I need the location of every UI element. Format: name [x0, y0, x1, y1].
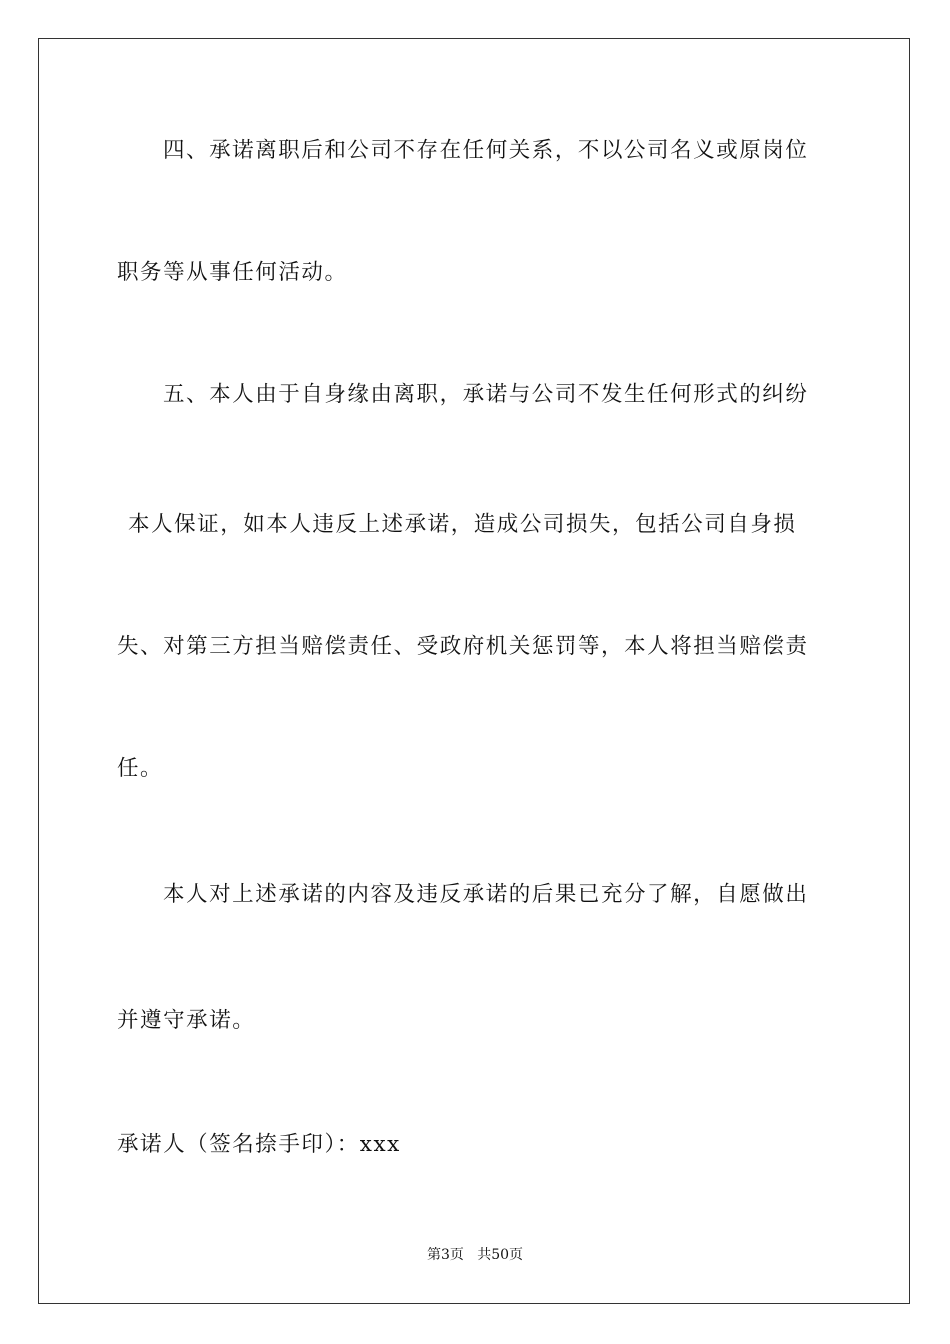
- page-border: [38, 38, 910, 1304]
- paragraph-4-line-2: 职务等从事任何活动。: [117, 260, 348, 285]
- paragraph-5-line-1: 五、本人由于自身缘由离职，承诺与公司不发生任何形式的纠纷: [163, 382, 809, 407]
- paragraph-4-line-1: 四、承诺离职后和公司不存在任何关系，不以公司名义或原岗位: [163, 138, 809, 163]
- acknowledgement-line-1: 本人对上述承诺的内容及违反承诺的后果已充分了解，自愿做出: [163, 882, 809, 907]
- acknowledgement-line-2: 并遵守承诺。: [117, 1008, 256, 1033]
- guarantee-line-3: 任。: [117, 756, 164, 781]
- guarantee-line-1: 本人保证，如本人违反上述承诺，造成公司损失，包括公司自身损: [128, 512, 797, 537]
- page-number-footer: 第3页 共50页: [426, 1247, 524, 1263]
- signature-line: 承诺人（签名捺手印）：xxx: [117, 1132, 401, 1157]
- guarantee-line-2: 失、对第三方担当赔偿责任、受政府机关惩罚等，本人将担当赔偿责: [117, 634, 809, 659]
